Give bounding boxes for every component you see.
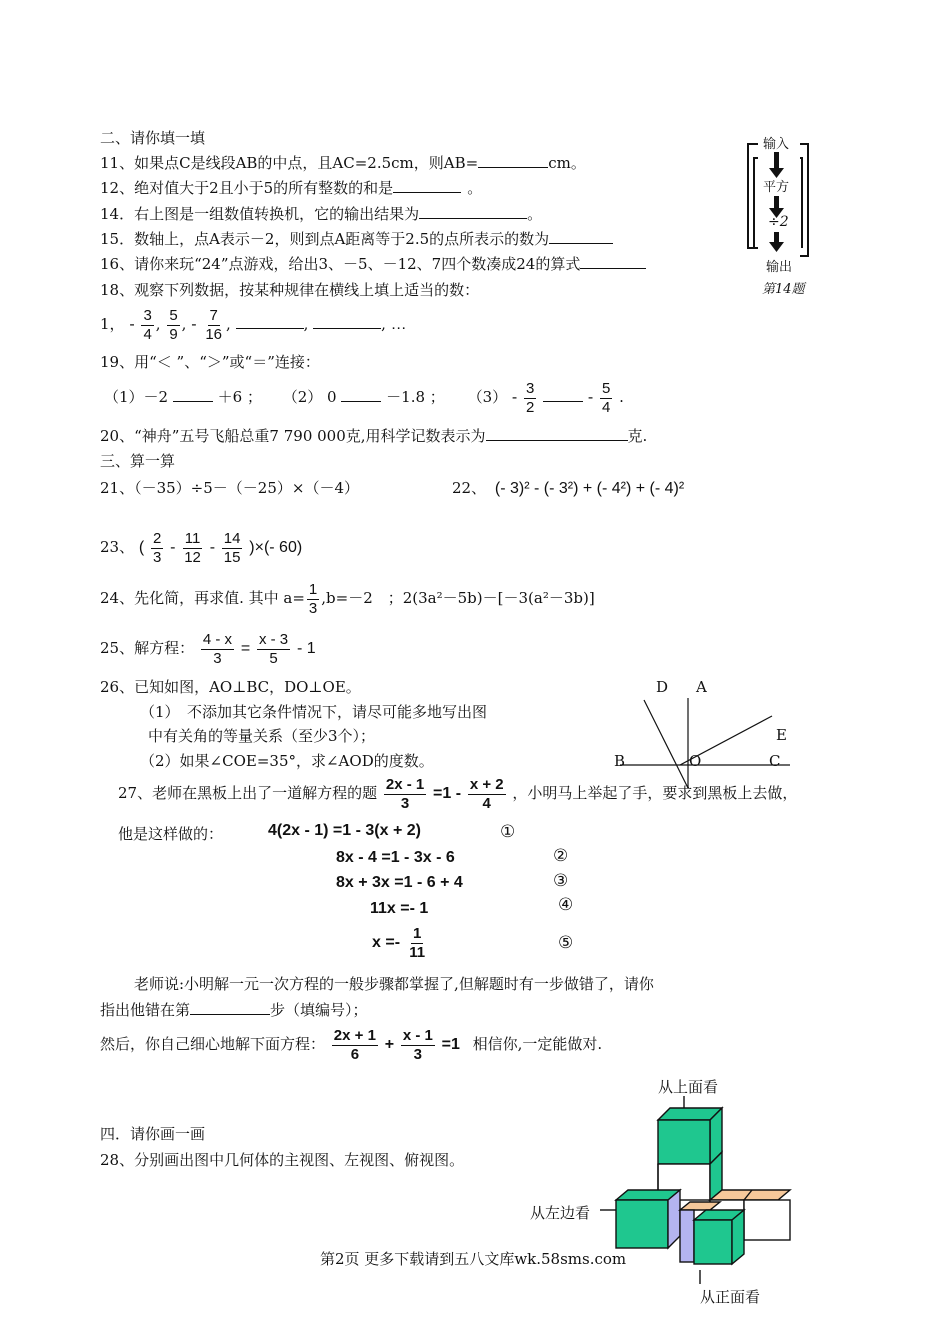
question-26-part1-cont: 中有关角的等量关系（至少3个）； bbox=[148, 727, 376, 745]
fraction: $\frac{x + 2}{4}$ bbox=[469, 775, 504, 812]
top-view-label: 从上面看 bbox=[658, 1078, 719, 1096]
point-B-label: B bbox=[614, 752, 626, 770]
step-3-num: ③ bbox=[553, 871, 569, 891]
section-title-fill: 二、请你填一填 bbox=[100, 129, 206, 147]
answer-blank[interactable] bbox=[486, 426, 628, 441]
answer-blank[interactable] bbox=[478, 153, 548, 168]
fraction: $\frac{1}{3}$ bbox=[308, 580, 318, 617]
machine-caption: 第14题 bbox=[762, 282, 805, 297]
answer-blank[interactable] bbox=[173, 387, 213, 402]
point-C-label: C bbox=[769, 752, 781, 770]
question-14: 14．右上图是一组数值转换机，它的输出结果为 。 bbox=[100, 205, 543, 223]
fraction: $\frac{2}{3}$ bbox=[152, 529, 162, 566]
question-16: 16、请你来玩“24”点游戏，给出3、－5、－12、7四个数凑成24的算式 bbox=[100, 254, 646, 274]
question-24: 24、先化简，再求值. 其中 a= $\frac{1}{3}$ ,b=－2 ；2(3a²－5b)－[－3(a²－3b)] bbox=[100, 580, 595, 617]
answer-blank[interactable] bbox=[190, 1000, 270, 1015]
fraction: $\frac{14}{15}$ bbox=[223, 529, 241, 566]
answer-blank[interactable] bbox=[419, 204, 527, 219]
machine-input-label: 输入 bbox=[763, 137, 790, 152]
point-D-label: D bbox=[656, 678, 669, 696]
question-28: 28、分别画出图中几何体的主视图、左视图、俯视图。 bbox=[100, 1151, 465, 1169]
step-2-num: ② bbox=[553, 846, 569, 866]
fraction: $\frac{11}{12}$ bbox=[184, 529, 201, 566]
question-12: 12、绝对值大于2且小于5的所有整数的和是 。 bbox=[100, 179, 483, 197]
answer-blank[interactable] bbox=[543, 387, 583, 402]
fraction: $\frac{7}{16}$ bbox=[205, 306, 223, 343]
machine-square-label: 平方 bbox=[763, 180, 790, 195]
question-23: 23、 ( $\frac{2}{3}$ - $\frac{11}{12}$ - $\frac{14}{15}$ )×(- 60) bbox=[100, 529, 303, 566]
fraction: $\frac{3}{4}$ bbox=[143, 306, 152, 343]
fraction: $\frac{1}{11}$ bbox=[409, 924, 426, 961]
question-15: 15．数轴上，点A表示－2，则到点A距离等于2.5的点所表示的数为 bbox=[100, 229, 613, 249]
step-4-num: ④ bbox=[558, 895, 574, 915]
step-5-expr: x =- $\frac{1}{11}$ bbox=[372, 924, 426, 961]
step-3-expr: 8x + 3x =1 - 6 + 4 bbox=[336, 874, 463, 891]
front-view-label: 从正面看 bbox=[700, 1288, 761, 1306]
question-27-teacher: 老师说:小明解一元一次方程的一般步骤都掌握了,但解题时有一步做错了，请你 bbox=[134, 975, 654, 993]
question-21: 21、（－35）÷5－（－25）×（－4） bbox=[100, 479, 359, 497]
fraction: $\frac{x - 1}{3}$ bbox=[402, 1026, 433, 1063]
question-19: 19、用“＜ ”、“＞”或“＝”连接： bbox=[100, 353, 320, 371]
answer-blank[interactable] bbox=[549, 229, 613, 244]
question-27-blank-line: 指出他错在第 步（填编号）； bbox=[100, 1001, 368, 1019]
step-2-expr: 8x - 4 =1 - 3x - 6 bbox=[336, 849, 455, 866]
answer-blank[interactable] bbox=[341, 387, 381, 402]
answer-blank[interactable] bbox=[580, 254, 646, 269]
fraction: $\frac{4 - x}{3}$ bbox=[202, 630, 233, 667]
question-18: 18、观察下列数据，按某种规律在横线上填上适当的数： bbox=[100, 281, 480, 299]
point-E-label: E bbox=[776, 726, 787, 744]
fraction: $\frac{2x + 1}{6}$ bbox=[333, 1026, 376, 1063]
fraction: $\frac{x - 3}{5}$ bbox=[258, 630, 289, 667]
question-26-part2: （2）如果∠COE=35°，求∠AOD的度数。 bbox=[140, 752, 434, 770]
fraction: $\frac{3}{2}$ bbox=[526, 379, 535, 416]
step-5-num: ⑤ bbox=[558, 933, 574, 953]
fraction: $\frac{5}{4}$ bbox=[602, 379, 611, 416]
section-title-draw: 四．请你画一画 bbox=[100, 1125, 206, 1143]
section-title-calc: 三、算一算 bbox=[100, 452, 176, 470]
question-27: 27、老师在黑板上出了一道解方程的题 $\frac{2x - 1}{3}$ =1 - $\frac{x + 2}{4}$ ，小明马上举起了手，要求到黑板上去做， bbox=[118, 775, 798, 812]
answer-blank[interactable] bbox=[236, 314, 304, 329]
question-22: 22、 (- 3)² - (- 3²) + (- 4²) + (- 4)² bbox=[452, 479, 685, 497]
answer-blank[interactable] bbox=[313, 314, 381, 329]
question-27-intro: 他是这样做的： bbox=[118, 825, 224, 843]
left-view-label: 从左边看 bbox=[530, 1204, 591, 1222]
answer-blank[interactable] bbox=[393, 178, 461, 193]
step-1-expr: 4(2x - 1) =1 - 3(x + 2) bbox=[268, 822, 421, 839]
machine-output-label: 输出 bbox=[766, 260, 793, 275]
question-26-part1: （1） 不添加其它条件情况下，请尽可能多地写出图 bbox=[140, 703, 488, 721]
fraction: $\frac{5}{9}$ bbox=[169, 306, 178, 343]
machine-divide-label: ÷2 bbox=[768, 214, 789, 230]
page-footer: 第2页 更多下载请到五八文库wk.58sms.com bbox=[320, 1250, 627, 1268]
question-26: 26、已知如图，AO⊥BC，DO⊥OE。 bbox=[100, 678, 361, 696]
question-18-sequence: 1， - $\frac{3}{4}$ , $\frac{5}{9}$ , - $\frac{7}{16}$ , , , … bbox=[100, 306, 407, 343]
point-O-label: O bbox=[689, 752, 702, 770]
question-20: 20、“神舟”五号飞船总重7 790 000克,用科学记数表示为 克. bbox=[100, 427, 648, 445]
question-19-items: （1）－2 ＋6 ； （2） 0 －1.8 ； （3） - $\frac{3}{2}$ - $\frac{5}{4}$ . bbox=[104, 379, 624, 416]
step-1-num: ① bbox=[500, 822, 516, 842]
point-A-label: A bbox=[696, 678, 707, 696]
question-25: 25、解方程： $\frac{4 - x}{3}$ = $\frac{x - 3}{5}$ - 1 bbox=[100, 630, 316, 667]
step-4-expr: 11x =- 1 bbox=[370, 900, 429, 917]
question-27-equation: 然后，你自己细心地解下面方程： $\frac{2x + 1}{6}$ + $\frac{x - 1}{3}$ =1 相信你,一定能做对. bbox=[100, 1026, 603, 1063]
question-11: 11、如果点C是线段AB的中点，且AC=2.5cm，则AB= cm。 bbox=[100, 154, 586, 172]
fraction: $\frac{2x - 1}{3}$ bbox=[385, 775, 425, 812]
